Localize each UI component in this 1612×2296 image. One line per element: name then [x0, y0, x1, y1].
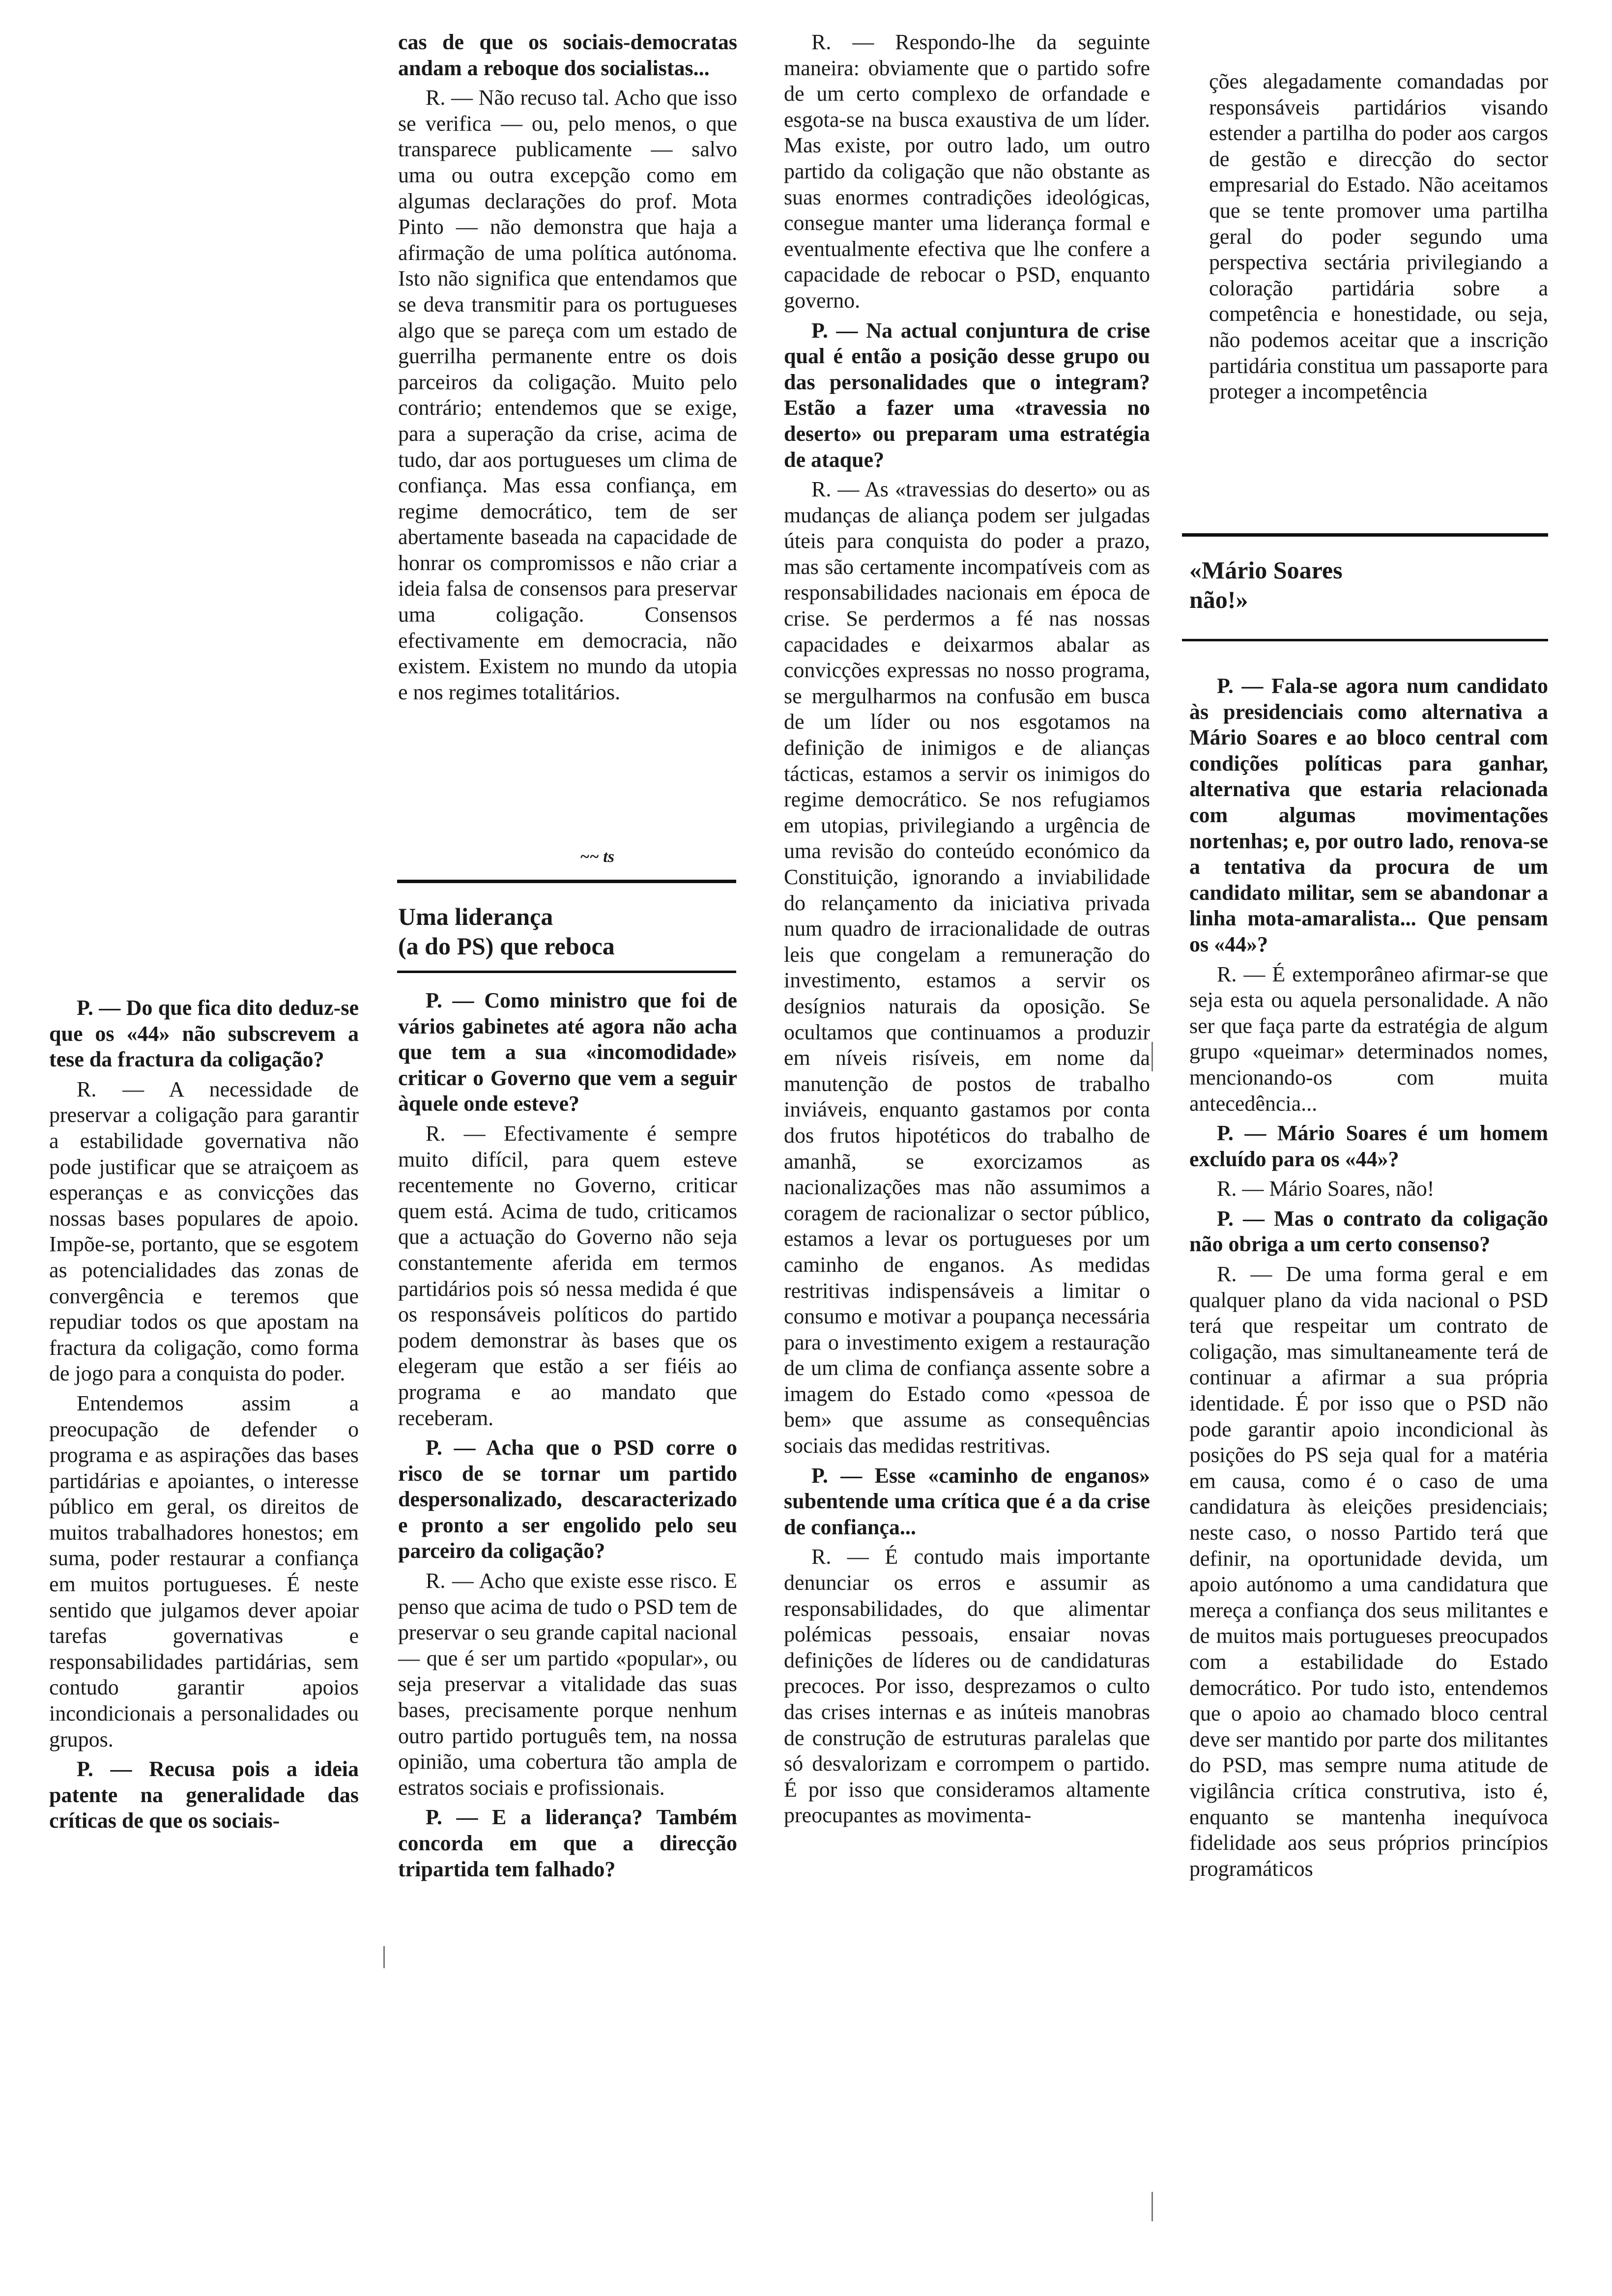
section-rule-3 [1182, 533, 1548, 537]
answer-paragraph: R. — A necessidade de preservar a coligação para garantir a estabilidade governativa não pode justificar que se atraiçoem as esperanças e as convicções das nossas bases populares de apoio. Impõe-se, portanto, que se esgotem as potencialidades das zonas de convergência e teremos que repudiar todos os que apostam na fractura da coligação, como forma de jogo para a conquista do poder. [49, 1077, 359, 1386]
answer-paragraph: R. — Respondo-lhe da seguinte maneira: obviamente que o partido sofre de um certo complexo de orfandade e esgota-se na busca exaustiva de um líder. Mas existe, por outro lado, um outro partido da coligação que não obstante as suas enormes contradições ideológicas, consegue manter uma liderança formal e eventualmente efectiva que lhe confere a capacidade de rebocar o PSD, enquanto governo. [784, 30, 1150, 313]
question-paragraph: P. — Na actual conjuntura de crise qual é então a posição desse grupo ou das personalidades que o integram? Estão a fazer uma «travessia no deserto» ou preparam uma estratégia de ataque? [784, 318, 1150, 472]
answer-paragraph: R. — Não recuso tal. Acho que isso se verifica — ou, pelo menos, o que transparece publicamente — salvo uma ou outra excepção como em algumas declarações do prof. Mota Pinto — não demonstra que haja a afirmação de uma política autónoma. Isto não significa que entendamos que se deva transmitir para os portugueses algo que se pareça com um estado de guerrilha permanente entre os dois parceiros da coligação. Muito pelo contrário; entendemos que se exige, para a superação da crise, acima de tudo, dar aos portugueses um clima de confiança. Mas essa confiança, em regime democrático, tem de ser abertamente baseada na capacidade de honrar os compromissos e não criar a ideia falsa de consensos para preservar uma coligação. Consensos efectivamente em democracia, não existem. Existem no mundo da utopia e nos regimes totalitários. [398, 86, 737, 704]
question-paragraph: P. — Recusa pois a ideia patente na generalidade das críticas de que os sociais- [49, 1757, 359, 1833]
column-4-bottom-text [1189, 673, 1548, 1882]
question-paragraph: cas de que os sociais-democratas andam a reboque dos socialistas... [398, 30, 737, 80]
answer-paragraph: R. — É contudo mais importante denunciar os erros e assumir as responsabilidades, do que alimentar polémicas pessoais, ensaiar novas definições de líderes ou de candidaturas precoces. Por isso, desprezamos o culto das crises internas e as inúteis manobras de construção de estruturas paralelas que só desvalorizam e corrompem o partido. É por isso que consideramos altamente preocupantes as movimenta- [784, 1545, 1150, 1828]
column-2-top-text [398, 29, 737, 705]
scan-mark [1151, 1042, 1153, 1071]
question-paragraph: P. — Mas o contrato da coligação não obriga a um certo consenso? [1189, 1206, 1548, 1257]
heading-line-2: (a do PS) que reboca [398, 932, 615, 960]
column-1-text [49, 995, 359, 1834]
answer-paragraph: Entendemos assim a preocupação de defender o programa e as aspirações das bases partidárias e apoiantes, o interesse público em geral, os direitos de muitos trabalhadores honestos; em suma, poder restaurar a confiança em muitos portugueses. É neste sentido que julgamos dever apoiar tarefas governativas e responsabilidades partidárias, sem contudo garantir apoios incondicionais a personalidades ou grupos. [49, 1391, 359, 1751]
question-paragraph: P. — Como ministro que foi de vários gabinetes até agora não acha que tem a sua «incomodidade» criticar o Governo que vem a seguir àquele onde esteve? [398, 988, 737, 1116]
section-heading-mario-soares [1189, 555, 1533, 614]
answer-paragraph: R. — Acho que existe esse risco. E penso que acima de tudo o PSD tem de preservar o seu grande capital nacional — que é ser um partido «popular», ou seja preservar a vitalidade das suas bases, precisamente porque nenhum outro partido português tem, na nossa opinião, uma cobertura tão ampla de estratos sociais e profissionais. [398, 1569, 737, 1800]
answer-paragraph: R. — De uma forma geral e em qualquer plano da vida nacional o PSD terá que respeitar um contrato de coligação, mas simultaneamente terá de continuar a afirmar a sua própria identidade. É por isso que o PSD não pode garantir apoio incondicional às posições do PS seja qual for a matéria em causa, como é o caso de uma candidatura às eleições presidenciais; neste caso, o nosso Partido terá que definir, na oportunidade devida, um apoio autónomo a uma candidatura que mereça a confiança dos seus militantes e de muitos mais portugueses preocupados com a estabilidade do Estado democrático. Por tudo isto, entendemos que o apoio ao chamado bloco central deve ser mantido por parte dos militantes do PSD, mas sempre numa atitude de vigilância crítica construtiva, isto é, enquanto se mantenha inequívoca fidelidade aos seus próprios princípios programáticos [1189, 1262, 1548, 1881]
question-paragraph: P. — Mário Soares é um homem excluído para os «44»? [1189, 1121, 1548, 1171]
section-rule-4 [1182, 639, 1548, 641]
answer-paragraph: R. — Efectivamente é sempre muito difícil, para quem esteve recentemente no Governo, criticar quem está. Acima de tudo, criticamos que a actuação do Governo não seja constantemente aferida em termos partidários pois só nessa medida é que os responsáveis políticos do partido podem demonstrar às bases que os elegeram que estão a ser fiéis ao programa e ao mandato que receberam. [398, 1121, 737, 1430]
column-2-bottom-text [398, 988, 737, 1882]
signature-mark: ~~ ts [580, 848, 614, 866]
scan-mark [1151, 2192, 1153, 2221]
section-rule-1 [397, 880, 736, 883]
column-4-top-text [1209, 69, 1548, 405]
question-paragraph: P. — Acha que o PSD corre o risco de se tornar um partido despersonalizado, descaracterizado e pronto a ser engolido pelo seu parceiro da coligação? [398, 1435, 737, 1563]
question-paragraph: P. — Do que fica dito deduz-se que os «44» não subscrevem a tese da fractura da coligação? [49, 996, 359, 1072]
heading-line-2: não!» [1189, 586, 1248, 613]
question-paragraph: P. — Esse «caminho de enganos» subentende uma crítica que é a da crise de confiança... [784, 1463, 1150, 1539]
answer-paragraph: ções alegadamente comandadas por responsáveis partidários visando estender a partilha do poder aos cargos de gestão e direcção do sector empresarial do Estado. Não aceitamos que se tente promover uma partilha geral do poder segundo uma perspectiva sectária privilegiando a coloração partidária sobre a competência e honestidade, ou seja, não podemos aceitar que a inscrição partidária constitua um passaporte para proteger a incompetência [1209, 69, 1548, 404]
answer-paragraph: R. — Mário Soares, não! [1217, 1177, 1435, 1201]
question-paragraph: P. — Fala-se agora num candidato às presidenciais como alternativa a Mário Soares e ao bloco central com condições políticas para ganhar, alternativa que estaria relacionada com algumas movimentações nortenhas; e, por outro lado, renova-se a tentativa da procura de um candidato militar, sem se abandonar a linha mota-amaralista... Que pensam os «44»? [1189, 674, 1548, 956]
answer-paragraph: R. — É extemporâneo afirmar-se que seja esta ou aquela personalidade. A não ser que faça parte da estratégia de algum grupo «queimar» determinados nomes, mencionando-os com muita antecedência... [1189, 962, 1548, 1116]
section-rule-2 [397, 971, 736, 973]
column-3-text [784, 29, 1150, 1829]
heading-line-1: «Mário Soares [1189, 556, 1343, 584]
section-heading-lideranca [398, 902, 737, 961]
answer-paragraph: R. — As «travessias do deserto» ou as mudanças de aliança podem ser julgadas úteis para conquista do poder a prazo, mas são certamente incompatíveis com as responsabilidades nacionais em época de crise. Se perdermos a fé nas nossas capacidades e deixarmos abalar as convicções expressas no nosso programa, se mergulharmos na confusão em busca de um líder ou nos esgotamos na definição de inimigos e de alianças tácticas, estamos a servir os inimigos do regime democrático. Se nos refugiamos em utopias, privilegiando a urgência de uma revisão do conteúdo económico da Constituição, ignorando a inviabilidade do relançamento da iniciativa privada num quadro de irracionalidade de outras leis que congelam a remuneração do investimento, estamos a servir os desígnios naturais da oposição. Se ocultamos que continuamos a produzir em níveis risíveis, em nome da manutenção de postos de trabalho inviáveis, enquanto gastamos por conta dos frutos hipotéticos do trabalho de amanhã, se exorcizamos as nacionalizações mas não assumimos a coragem de racionalizar o sector público, estamos a levar os portugueses por um caminho de enganos. As medidas restritivas indispensáveis a limitar o consumo e motivar a poupança necessária para o investimento exigem a restauração de um clima de confiança assente sobre a imagem do Estado como «pessoa de bem» que assume as consequências sociais das medidas restritivas. [784, 477, 1150, 1458]
question-paragraph: P. — E a liderança? Também concorda em que a direcção tripartida tem falhado? [398, 1805, 737, 1881]
heading-line-1: Uma liderança [398, 903, 553, 930]
scan-mark [383, 1946, 385, 1968]
